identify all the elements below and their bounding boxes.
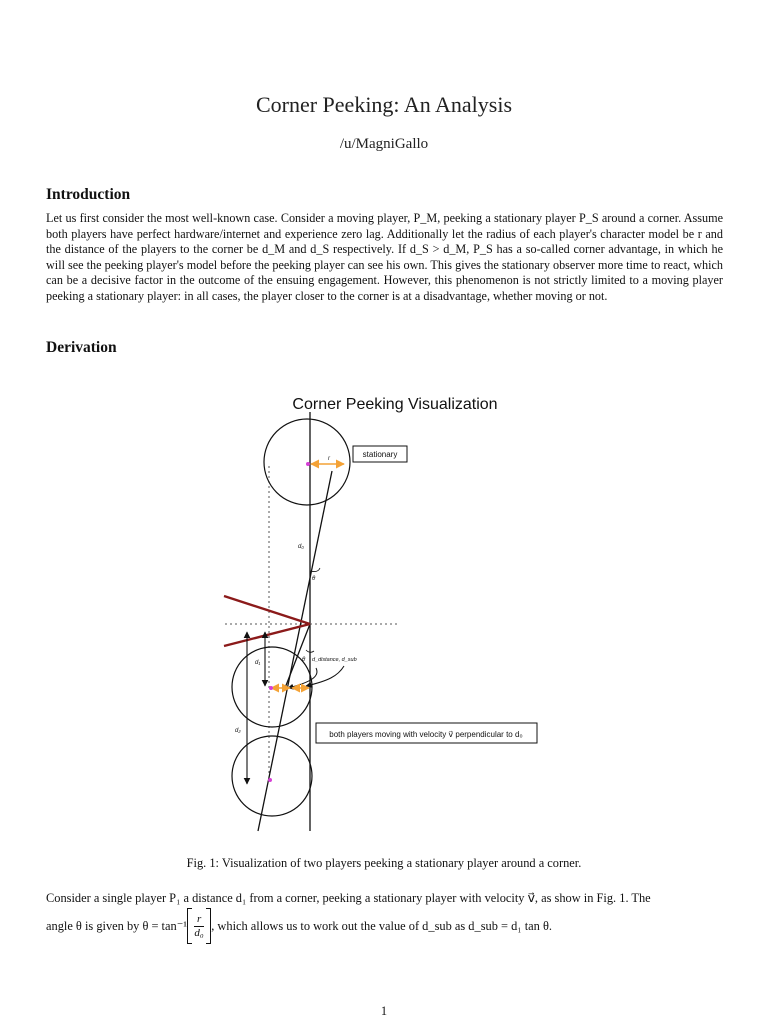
- body-line-2-post: , which allows us to work out the value of d_sub as d_sub = d₁ tan θ.: [211, 918, 552, 933]
- paper-title: Corner Peeking: An Analysis: [255, 92, 513, 117]
- label-moving: both players moving with velocity v⃗ perpendicular to d₀: [329, 730, 523, 739]
- figure-corner-peeking: [210, 376, 560, 836]
- stationary-player-circle: [264, 419, 350, 505]
- intro-paragraph: Let us first consider the most well-known case. Consider a moving player, P_M, peeking a stationary player P_S around a corner. Assume both players have perfect hardware/internet and experience zero lag. Additionally let the radius of each player's character model be r and the distance of the players to the corner be d_M and d_S respectively. If d_S > d_M, P_S has a so-called corner advantage, in which he will see the peeking player's model before the peeking player can see his own. This gives the stationary observer more time to react, which can be a decisive factor in the outcome of the ensuing engagement. However, this phenomenon is not strictly limited to a moving player peeking a stationary player: in all cases, the player closer to the corner is at a disadvantage, whether moving or not.: [46, 211, 723, 303]
- figure-caption: Fig. 1: Visualization of two players peeking a stationary player around a corner.: [186, 856, 582, 870]
- sight-line-short: [285, 624, 310, 688]
- label-d1: d₁: [255, 660, 261, 666]
- label-d0: d₀: [298, 544, 304, 550]
- label-stationary: stationary: [362, 450, 398, 459]
- body-line-2-pre: angle θ is given by θ = tan⁻¹: [46, 919, 187, 933]
- label-theta-lower: θ: [302, 657, 306, 663]
- fraction-denominator: d₀: [194, 926, 204, 939]
- fraction: [194, 913, 204, 940]
- stationary-point: [306, 462, 310, 466]
- bracket-left: [187, 908, 192, 944]
- body-line-1: Consider a single player P₁ a distance d₁ from a corner, peeking a stationary player with velocity v⃗, as show in Fig. 1. The: [46, 891, 651, 905]
- section-heading-introduction: Introduction: [46, 186, 131, 203]
- ddistance-pointer: [288, 668, 317, 688]
- figure-title: Corner Peeking Visualization: [292, 396, 498, 413]
- label-d2: d₂: [235, 728, 241, 734]
- figure-diagram: [210, 376, 560, 836]
- wall-upper: [224, 596, 310, 624]
- label-theta: θ: [312, 576, 316, 582]
- label-r: r: [328, 456, 330, 462]
- section-heading-derivation: Derivation: [46, 339, 117, 356]
- body-line-2: [46, 906, 723, 946]
- fraction-numerator: r: [194, 913, 204, 927]
- player1-point: [269, 686, 273, 690]
- paper-author: /u/MagniGallo: [339, 136, 429, 152]
- label-dsub: d_distance, d_sub: [312, 657, 357, 663]
- player-2-circle: [232, 736, 312, 816]
- player2-point: [268, 778, 272, 782]
- page-number: 1: [380, 1004, 388, 1018]
